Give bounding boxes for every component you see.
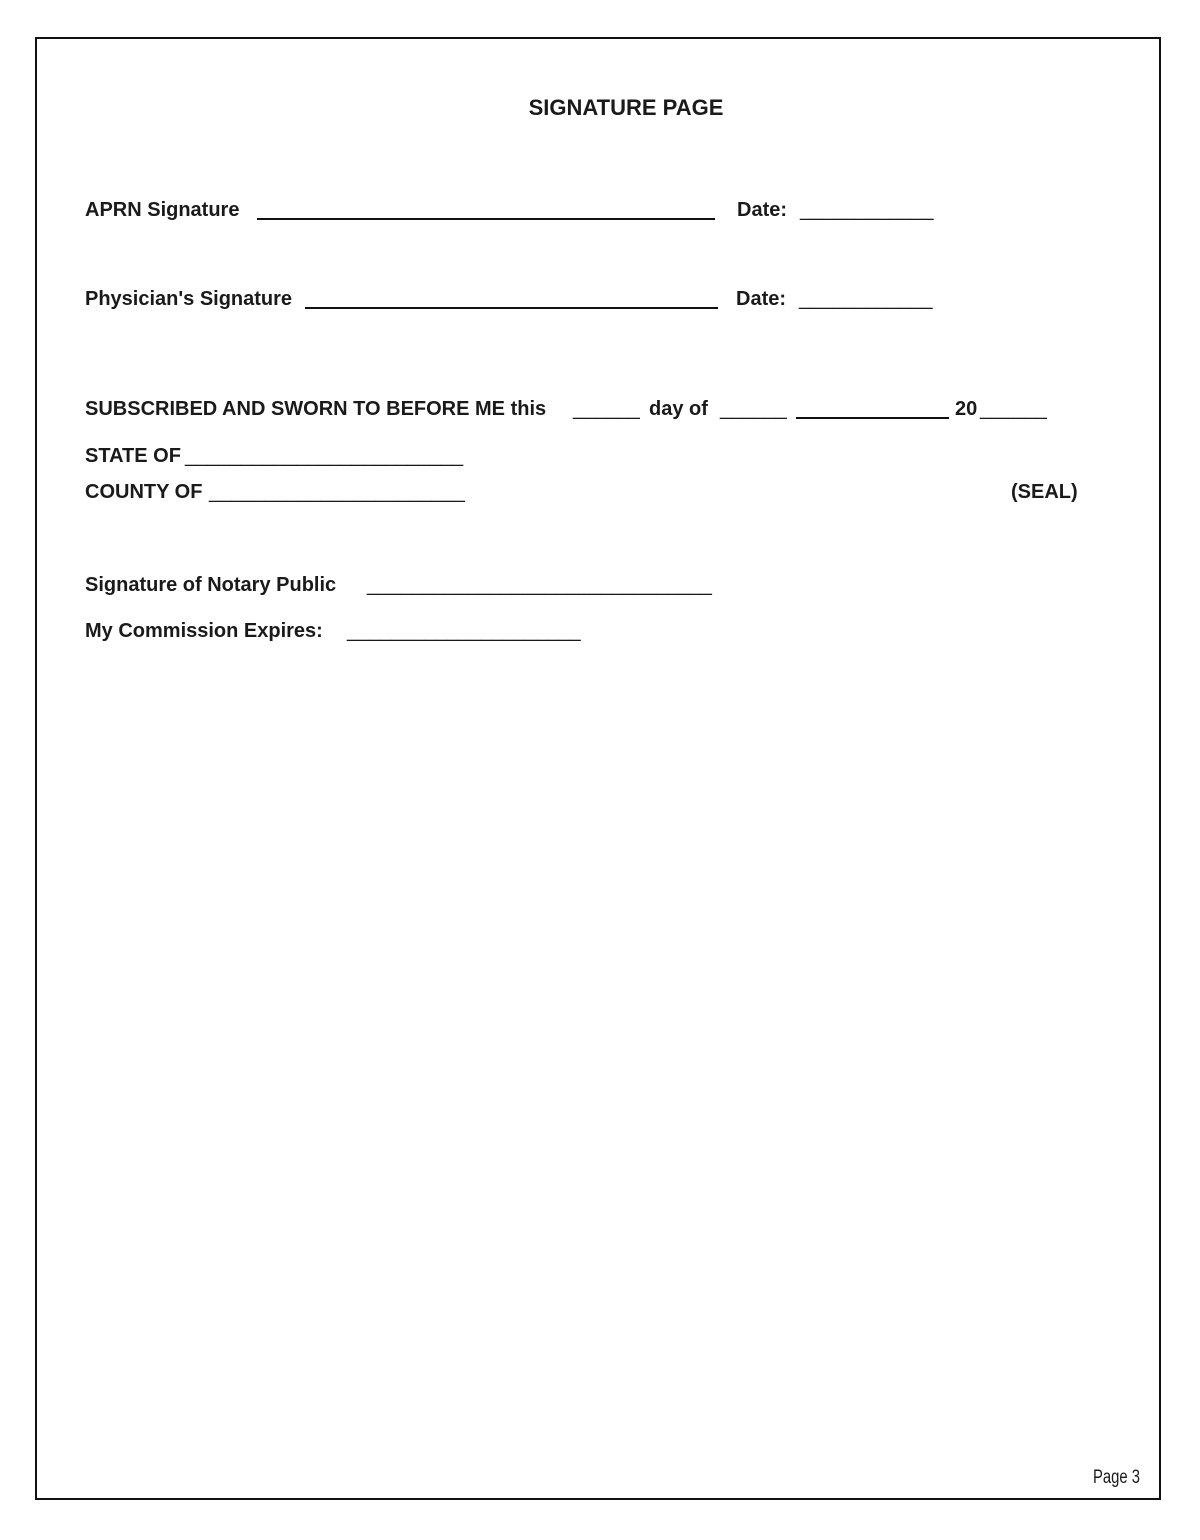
- oath-month-field[interactable]: ______: [720, 398, 787, 420]
- physician-date-label: Date:: [736, 288, 787, 310]
- page-title: SIGNATURE PAGE: [528, 95, 724, 120]
- seal-label: (SEAL): [1011, 481, 1078, 503]
- oath-year-field[interactable]: ______: [980, 398, 1047, 420]
- oath-text: SUBSCRIBED AND SWORN TO BEFORE ME this: [85, 398, 547, 420]
- page-border: [35, 37, 1161, 1500]
- oath-day-of-text: day of: [649, 398, 708, 420]
- county-field[interactable]: _______________________: [209, 481, 465, 503]
- notary-signature-field[interactable]: _______________________________: [367, 574, 712, 596]
- state-field[interactable]: _________________________: [185, 445, 464, 467]
- physician-date-field[interactable]: ____________: [799, 288, 933, 310]
- page-number: Page 3: [1093, 1467, 1140, 1488]
- aprn-date-label: Date:: [737, 199, 788, 221]
- oath-month-line[interactable]: [796, 417, 949, 419]
- aprn-date-field[interactable]: ____________: [800, 199, 934, 221]
- physician-signature-line[interactable]: [305, 307, 718, 309]
- oath-year-prefix: 20: [955, 398, 978, 420]
- aprn-signature-line[interactable]: [257, 218, 715, 220]
- notary-signature-label: Signature of Notary Public: [85, 574, 337, 596]
- state-label: STATE OF: [85, 445, 181, 467]
- commission-expires-label: My Commission Expires:: [85, 620, 323, 642]
- physician-signature-label: Physician's Signature: [85, 288, 293, 310]
- commission-expires-field[interactable]: _____________________: [347, 620, 581, 642]
- oath-day-field[interactable]: ______: [573, 398, 640, 420]
- aprn-signature-label: APRN Signature: [85, 199, 240, 221]
- county-label: COUNTY OF: [85, 481, 203, 503]
